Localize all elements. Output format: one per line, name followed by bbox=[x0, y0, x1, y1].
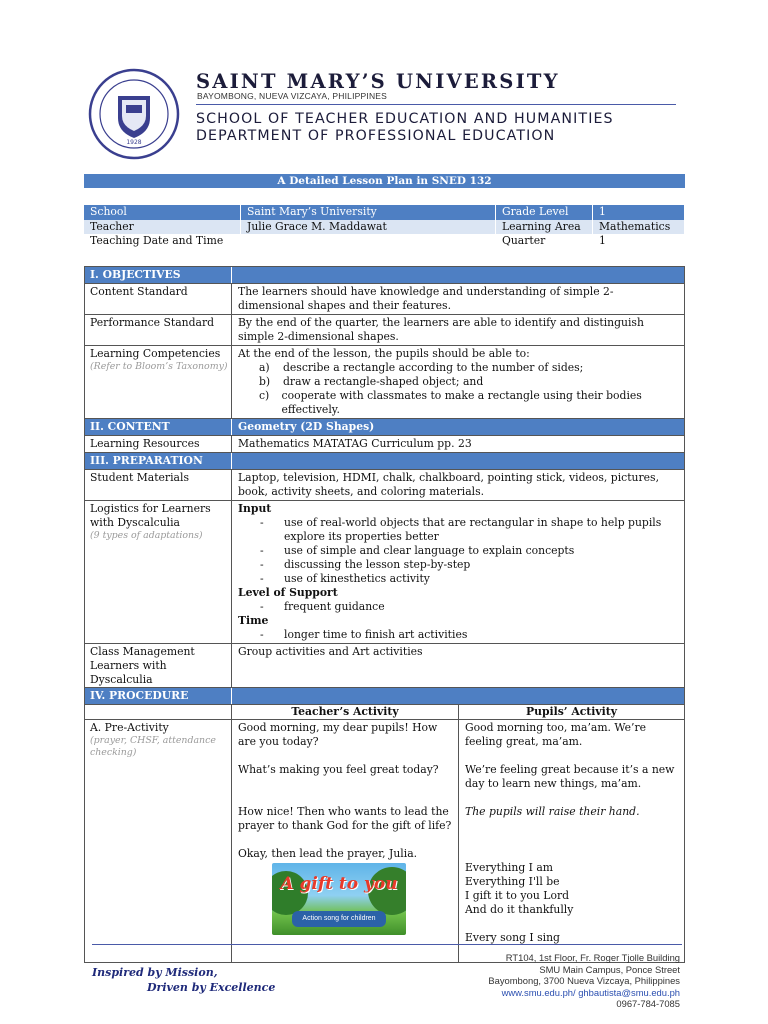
time-list bbox=[238, 628, 678, 642]
info-row bbox=[84, 220, 685, 235]
website-link[interactable]: www.smu.edu.ph/ ghbautista@smu.edu.ph bbox=[501, 986, 680, 998]
pupils-activity-cell bbox=[459, 720, 684, 962]
row-value: Laptop, television, HDMI, chalk, chalkboard, pointing stick, videos, pictures, book, activity sheets, and coloring materials. bbox=[238, 471, 660, 498]
section-title: I. OBJECTIVES bbox=[85, 267, 232, 283]
info-cell: Quarter bbox=[496, 234, 593, 249]
department-name: DEPARTMENT OF PROFESSIONAL EDUCATION bbox=[196, 128, 556, 144]
pupil-line: We’re feeling great because it’s a new day to learn new things, ma’am. bbox=[465, 763, 675, 790]
address-line: SMU Main Campus, Ponce Street bbox=[539, 963, 680, 975]
video-subtitle: Action song for children bbox=[292, 911, 386, 927]
class-management-row bbox=[84, 644, 685, 688]
teacher-line: What’s making you feel great today? bbox=[238, 763, 439, 776]
row-value: Group activities and Art activities bbox=[238, 645, 423, 658]
pupil-line: Good morning too, ma’am. We’re feeling great, ma’am. bbox=[465, 721, 647, 748]
row-label: Class Management Learners with Dyscalculia bbox=[85, 644, 232, 687]
info-cell bbox=[241, 234, 496, 249]
info-cell: 1 bbox=[593, 205, 685, 220]
row-label: Content Standard bbox=[85, 284, 232, 314]
learning-competencies-row bbox=[84, 346, 685, 419]
phone-number: 0967-784-7085 bbox=[616, 998, 680, 1010]
info-cell: Mathematics bbox=[593, 220, 685, 235]
row-note: (Refer to Bloom’s Taxonomy) bbox=[90, 361, 228, 372]
teacher-line: Okay, then lead the prayer, Julia. bbox=[238, 847, 418, 860]
student-materials-row bbox=[84, 470, 685, 501]
content-standard-row bbox=[84, 284, 685, 315]
info-cell: Teaching Date and Time bbox=[84, 234, 241, 249]
teacher-activity-cell bbox=[232, 720, 459, 962]
info-row bbox=[84, 234, 685, 249]
subheading: Level of Support bbox=[238, 586, 338, 599]
competencies-intro: At the end of the lesson, the pupils should be able to: bbox=[238, 347, 530, 360]
footer-address bbox=[488, 952, 680, 1010]
video-title: A gift to you bbox=[280, 874, 398, 894]
input-list bbox=[238, 516, 678, 586]
info-cell: Grade Level bbox=[496, 205, 593, 220]
footer-divider bbox=[92, 944, 682, 945]
list-item: - use of kinesthetics activity bbox=[260, 572, 430, 585]
song-line: Everything I am bbox=[465, 861, 554, 874]
section-title: II. CONTENT bbox=[85, 419, 232, 435]
teacher-line: Good morning, my dear pupils! How are you today? bbox=[238, 721, 438, 748]
lesson-plan-table bbox=[84, 266, 685, 963]
section-title: IV. PROCEDURE bbox=[85, 688, 232, 704]
row-value: Mathematics MATATAG Curriculum pp. 23 bbox=[238, 437, 472, 450]
header-divider bbox=[196, 104, 676, 105]
motto-line-2: Driven by Excellence bbox=[147, 981, 276, 994]
info-cell: Teacher bbox=[84, 220, 241, 235]
list-item: - frequent guidance bbox=[260, 600, 385, 613]
lesson-plan-title: A Detailed Lesson Plan in SNED 132 bbox=[84, 174, 685, 188]
info-cell: Julie Grace M. Maddawat bbox=[241, 220, 496, 235]
info-cell: Learning Area bbox=[496, 220, 593, 235]
pupil-line: The pupils will raise their hand. bbox=[465, 805, 640, 818]
section-header-preparation bbox=[84, 453, 685, 470]
pre-activity-row bbox=[84, 720, 685, 963]
pupils-activity-header: Pupils’ Activity bbox=[526, 705, 617, 718]
teacher-line: How nice! Then who wants to lead the prayer to thank God for the gift of life? bbox=[238, 805, 452, 832]
subheading: Time bbox=[238, 614, 269, 627]
song-line: I gift it to you Lord bbox=[465, 889, 570, 902]
performance-standard-row bbox=[84, 315, 685, 346]
university-seal bbox=[88, 68, 180, 160]
learning-resources-row bbox=[84, 436, 685, 453]
list-item: - use of real-world objects that are rectangular in shape to help pupils explore its properties better bbox=[260, 516, 662, 543]
competencies-list bbox=[238, 361, 678, 417]
list-item: c) cooperate with classmates to make a rectangle using their bodies effectively. bbox=[259, 389, 642, 416]
school-name: SCHOOL OF TEACHER EDUCATION AND HUMANITIES bbox=[196, 111, 614, 127]
address-line: RT104, 1st Floor, Fr. Roger Tjolle Building bbox=[505, 952, 680, 963]
info-row bbox=[84, 205, 685, 220]
row-label: Student Materials bbox=[85, 470, 232, 500]
list-item: - use of simple and clear language to explain concepts bbox=[260, 544, 575, 557]
logistics-row bbox=[84, 501, 685, 644]
section-header-content bbox=[84, 419, 685, 436]
info-table bbox=[84, 205, 685, 249]
row-label: Learning Resources bbox=[85, 436, 232, 452]
subheading: Input bbox=[238, 502, 272, 515]
address-line: Bayombong, 3700 Nueva Vizcaya, Philippines bbox=[488, 975, 680, 987]
song-line: Every song I sing bbox=[465, 931, 560, 944]
list-item: a) describe a rectangle according to the number of sides; bbox=[259, 361, 584, 374]
procedure-column-headers bbox=[84, 705, 685, 720]
university-address: BAYOMBONG, NUEVA VIZCAYA, PHILIPPINES bbox=[197, 91, 388, 101]
list-item: - longer time to finish art activities bbox=[260, 628, 468, 641]
row-label: Learning Competencies bbox=[90, 347, 221, 360]
song-line: Everything I'll be bbox=[465, 875, 560, 888]
motto-line-1: Inspired by Mission, bbox=[92, 966, 218, 979]
section-title: III. PREPARATION bbox=[85, 453, 232, 469]
info-cell: School bbox=[84, 205, 241, 220]
university-name: SAINT MARY’S UNIVERSITY bbox=[196, 70, 560, 93]
support-list bbox=[238, 600, 678, 614]
content-topic: Geometry (2D Shapes) bbox=[238, 420, 375, 433]
list-item: b) draw a rectangle-shaped object; and bbox=[259, 375, 484, 388]
row-label: Logistics for Learners with Dyscalculia bbox=[90, 502, 211, 529]
teacher-activity-header: Teacher’s Activity bbox=[232, 705, 459, 719]
video-thumbnail[interactable] bbox=[272, 863, 406, 935]
row-note: (9 types of adaptations) bbox=[90, 530, 203, 541]
row-label: Performance Standard bbox=[85, 315, 232, 345]
row-value: By the end of the quarter, the learners are able to identify and distinguish simple 2-dimensional shapes. bbox=[238, 316, 644, 343]
info-cell: Saint Mary’s University bbox=[241, 205, 496, 220]
section-header-procedure bbox=[84, 688, 685, 705]
list-item: - discussing the lesson step-by-step bbox=[260, 558, 471, 571]
info-cell: 1 bbox=[593, 234, 685, 249]
section-header-objectives bbox=[84, 266, 685, 284]
row-note: (prayer, CHSF, attendance checking) bbox=[90, 735, 216, 758]
svg-text:1928: 1928 bbox=[126, 139, 142, 146]
row-value: The learners should have knowledge and understanding of simple 2-dimensional shapes and their features. bbox=[238, 285, 614, 312]
row-label: A. Pre-Activity bbox=[90, 721, 169, 734]
song-line: And do it thankfully bbox=[465, 903, 574, 916]
